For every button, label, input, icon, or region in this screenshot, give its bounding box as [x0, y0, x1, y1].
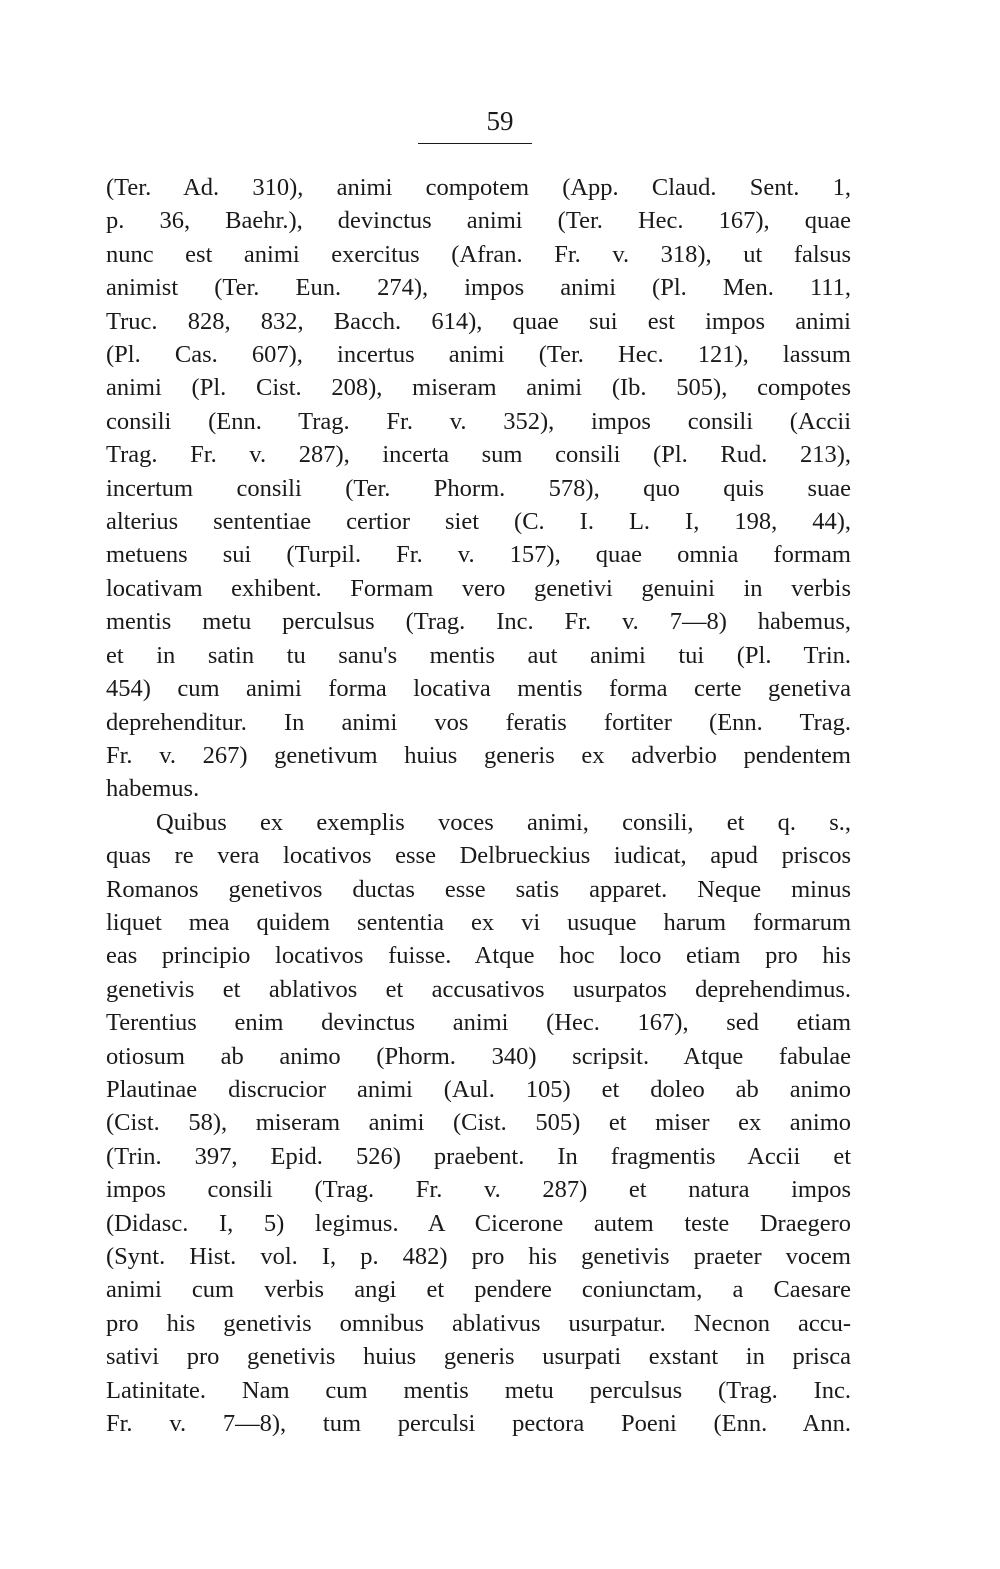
text-line: (Pl. Cas. 607), incertus animi (Ter. Hec. 121), lassum: [106, 341, 851, 369]
text-line: Fr. v. 267) genetivum huius generis ex adverbio pendentem: [106, 741, 851, 769]
header-rule: [418, 143, 532, 144]
text-line: deprehenditur. In animi vos feratis fortiter (Enn. Trag.: [106, 708, 851, 736]
text-line: liquet mea quidem sententia ex vi usuque harum formarum: [106, 908, 851, 936]
text-line: genetivis et ablativos et accusativos usurpatos deprehendimus.: [106, 975, 851, 1003]
text-line: (Synt. Hist. vol. I, p. 482) pro his genetivis praeter vocem: [106, 1243, 851, 1270]
text-line: (Trin. 397, Epid. 526) praebent. In fragmentis Accii et: [106, 1142, 851, 1170]
body-text: [106, 171, 851, 1440]
page-number: 59: [486, 106, 514, 136]
text-line: Quibus ex exemplis voces animi, consili, et q. s.,: [156, 808, 851, 836]
text-line: nunc est animi exercitus (Afran. Fr. v. 318), ut falsus: [106, 240, 851, 268]
text-line: Romanos genetivos ductas esse satis apparet. Neque minus: [106, 875, 851, 903]
text-line: animi cum verbis angi et pendere coniunctam, a Caesare: [106, 1276, 851, 1304]
paragraph: [106, 171, 851, 806]
text-line: Truc. 828, 832, Bacch. 614), quae sui est impos animi: [106, 307, 851, 335]
text-line: eas principio locativos fuisse. Atque hoc loco etiam pro his: [106, 942, 851, 970]
text-line: (Ter. Ad. 310), animi compotem (App. Claud. Sent. 1,: [106, 174, 851, 201]
text-line: alterius sententiae certior siet (C. I. L. I, 198, 44),: [106, 508, 851, 536]
text-line: sativi pro genetivis huius generis usurpati exstant in prisca: [106, 1343, 851, 1371]
text-line: animi (Pl. Cist. 208), miseram animi (Ib. 505), compotes: [106, 374, 851, 402]
text-line: habemus.: [106, 775, 200, 803]
text-line: 454) cum animi forma locativa mentis forma certe genetiva: [106, 675, 851, 703]
text-line: Terentius enim devinctus animi (Hec. 167), sed etiam: [106, 1009, 851, 1037]
text-line: quas re vera locativos esse Delbrueckius iudicat, apud priscos: [106, 842, 851, 870]
text-line: incertum consili (Ter. Phorm. 578), quo quis suae: [106, 474, 851, 502]
text-line: mentis metu perculsus (Trag. Inc. Fr. v. 7—8) habemus,: [106, 608, 851, 636]
text-line: Trag. Fr. v. 287), incerta sum consili (Pl. Rud. 213),: [106, 441, 851, 469]
text-line: consili (Enn. Trag. Fr. v. 352), impos consili (Accii: [106, 407, 851, 435]
text-line: (Cist. 58), miseram animi (Cist. 505) et miser ex animo: [106, 1109, 851, 1137]
text-line: locativam exhibent. Formam vero genetivi genuini in verbis: [106, 574, 851, 602]
paragraph: [106, 806, 851, 1441]
text-line: impos consili (Trag. Fr. v. 287) et natura impos: [106, 1176, 851, 1204]
text-line: et in satin tu sanu's mentis aut animi tui (Pl. Trin.: [106, 641, 851, 669]
text-line: (Didasc. I, 5) legimus. A Cicerone autem teste Draegero: [106, 1209, 851, 1237]
text-line: Plautinae discrucior animi (Aul. 105) et doleo ab animo: [106, 1075, 851, 1103]
text-line: Fr. v. 7—8), tum perculsi pectora Poeni (Enn. Ann.: [106, 1410, 851, 1438]
text-line: otiosum ab animo (Phorm. 340) scripsit. Atque fabulae: [106, 1042, 851, 1070]
text-line: pro his genetivis omnibus ablativus usurpatur. Necnon accu-: [106, 1309, 851, 1337]
text-line: metuens sui (Turpil. Fr. v. 157), quae omnia formam: [106, 541, 851, 569]
text-line: animist (Ter. Eun. 274), impos animi (Pl. Men. 111,: [106, 274, 851, 302]
text-line: Latinitate. Nam cum mentis metu perculsus (Trag. Inc.: [106, 1376, 851, 1404]
text-line: p. 36, Baehr.), devinctus animi (Ter. Hec. 167), quae: [106, 207, 851, 235]
